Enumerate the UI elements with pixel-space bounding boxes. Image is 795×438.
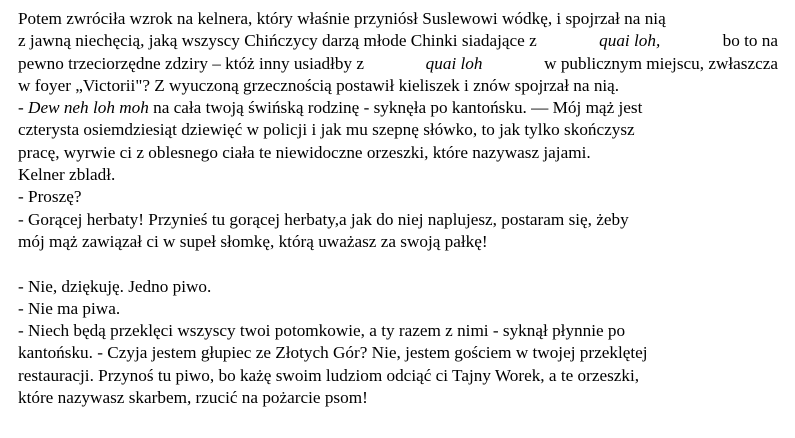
text-span: na cała twoją świńską rodzinę - syknęła po kantońsku. — Mój mąż jest: [153, 98, 643, 118]
text-span: Kelner zbladł.: [18, 165, 116, 185]
text-span: - Nie, dziękuję. Jedno piwo.: [18, 276, 212, 296]
text-line: [18, 30, 778, 52]
text-span: - Nie ma piwa.: [18, 298, 121, 318]
italic-phrase: quai loh: [425, 53, 483, 73]
text-span: - Gorącej herbaty! Przynieś tu gorącej herbaty,a jak do niej naplujesz, postaram się, żeby: [18, 209, 629, 229]
text-span: które nazywasz skarbem, rzucić na pożarcie psom!: [18, 388, 368, 408]
italic-phrase: Dew neh loh moh: [28, 98, 149, 118]
text-line: [18, 342, 778, 364]
text-span: bo to na: [722, 31, 778, 51]
text-line: [18, 8, 778, 30]
italic-phrase: quai loh,: [599, 31, 661, 51]
text-line: [18, 75, 778, 97]
text-line: [18, 231, 778, 253]
text-span: w publicznym miejscu, zwłaszcza: [544, 53, 778, 73]
text-span: czterysta osiemdziesiąt dziewięć w policji i jak mu szepnę słówko, to jak tylko skończysz: [18, 120, 635, 140]
text-span: z jawną niechęcią, jaką wszyscy Chińczycy darzą młode Chinki siadające z: [18, 31, 537, 51]
text-line: [18, 186, 778, 208]
text-span: Potem zwróciła wzrok na kelnera, który właśnie przyniósł Suslewowi wódkę, i spojrzał na nią: [18, 9, 666, 28]
text-line: [18, 164, 778, 186]
text-line: [18, 276, 778, 298]
text-line: [18, 365, 778, 387]
text-span: restauracji. Przynoś tu piwo, bo każę swoim ludziom odciąć ci Tajny Worek, a te orzeszki,: [18, 365, 640, 385]
text-span: mój mąż zawiązał ci w supeł słomkę, którą uważasz za swoją pałkę!: [18, 231, 488, 251]
text-span: w foyer „Victorii"? Z wyuczoną grzecznością postawił kieliszek i znów spojrzał na nią.: [18, 75, 620, 95]
text-span: pewno trzeciorzędne zdziry – któż inny usiadłby z: [18, 53, 365, 73]
text-line: [18, 209, 778, 231]
blank-line: [18, 253, 778, 275]
text-line: [18, 53, 778, 75]
text-span: - Proszę?: [18, 187, 82, 207]
text-span: - Niech będą przeklęci wszyscy twoi potomkowie, a ty razem z nimi - syknął płynnie po: [18, 321, 626, 341]
text-line: [18, 119, 778, 141]
text-line: [18, 320, 778, 342]
document-text: [18, 8, 778, 409]
text-line: [18, 142, 778, 164]
text-line: [18, 97, 778, 119]
text-span: pracę, wyrwie ci z oblesnego ciała te niewidoczne orzeszki, które nazywasz jajami.: [18, 142, 591, 162]
text-line: [18, 387, 778, 409]
text-span: -: [18, 98, 24, 118]
text-line: [18, 298, 778, 320]
text-span: kantońsku. - Czyja jestem głupiec ze Złotych Gór? Nie, jestem gościem w twojej przeklętej: [18, 343, 648, 363]
